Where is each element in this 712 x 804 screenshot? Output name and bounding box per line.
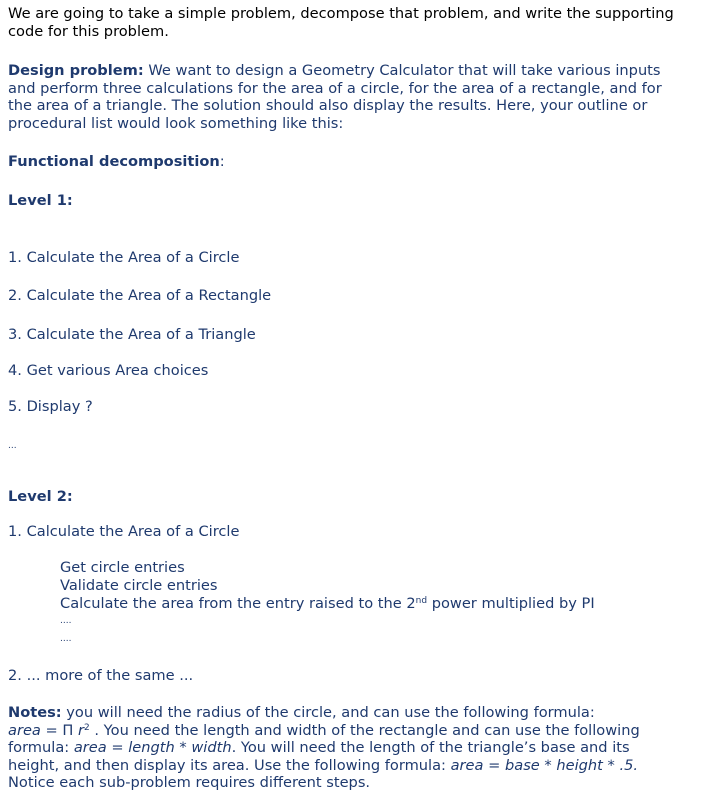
- notes-paragraph: Notes: you will need the radius of the circle, and can use the following formula: area = Π $r^2$ . You need the length and width of the rectangle and can use the following formula: area = length * width. You will need the length of the triangle’s base and its height, and then display its area. Use the following formula: area = base * height * .5. Notice each sub-problem requires different steps.: [8, 704, 640, 791]
- pi-symbol: Π: [62, 721, 74, 739]
- design-problem-label: Design problem:: [8, 62, 144, 79]
- design-line-1: We want to design a Geometry Calculator that will take various inputs: [148, 62, 661, 79]
- level-1-heading: Level 1:: [8, 192, 73, 209]
- level-2-item-2: 2. ... more of the same ...: [8, 667, 194, 684]
- level-1-item: 2. Calculate the Area of a Rectangle: [8, 287, 272, 304]
- intro-line-2: code for this problem.: [8, 22, 169, 40]
- functional-decomposition-label: Functional decomposition: [8, 153, 220, 170]
- level-1-item: 4. Get various Area choices: [8, 362, 209, 379]
- notes-label: Notes:: [8, 704, 62, 721]
- level-2-dots: ....: [60, 616, 72, 626]
- level-1-item: 1. Calculate the Area of a Circle: [8, 249, 240, 266]
- level-2-sub-item: Validate circle entries: [60, 577, 218, 594]
- design-line-3: the area of a triangle. The solution should also display the results. Here, your outline or: [8, 97, 648, 114]
- level-2-sub-item: Get circle entries: [60, 559, 185, 576]
- superscript-nd: nd: [415, 596, 428, 606]
- level-2-item-1: 1. Calculate the Area of a Circle: [8, 523, 240, 540]
- design-problem-paragraph: [8, 62, 662, 132]
- design-line-2: and perform three calculations for the area of a circle, for the area of a rectangle, and for: [8, 79, 662, 97]
- level-2-dots: ....: [60, 634, 72, 644]
- functional-decomposition-colon: :: [219, 153, 225, 170]
- level-2-sub-item: Calculate the area from the entry raised to the 2nd power multiplied by PI: [60, 595, 595, 612]
- level-1-item: 5. Display ?: [8, 398, 93, 415]
- intro-line-1: We are going to take a simple problem, decompose that problem, and write the supporting: [8, 5, 674, 22]
- level-2-heading: Level 2:: [8, 488, 73, 505]
- design-line-4: procedural list would look something like this:: [8, 114, 344, 132]
- level-1-ellipsis: ...: [8, 441, 17, 451]
- level-1-item: 3. Calculate the Area of a Triangle: [8, 326, 256, 343]
- functional-decomposition-heading: [8, 153, 225, 171]
- intro-paragraph: [8, 5, 674, 40]
